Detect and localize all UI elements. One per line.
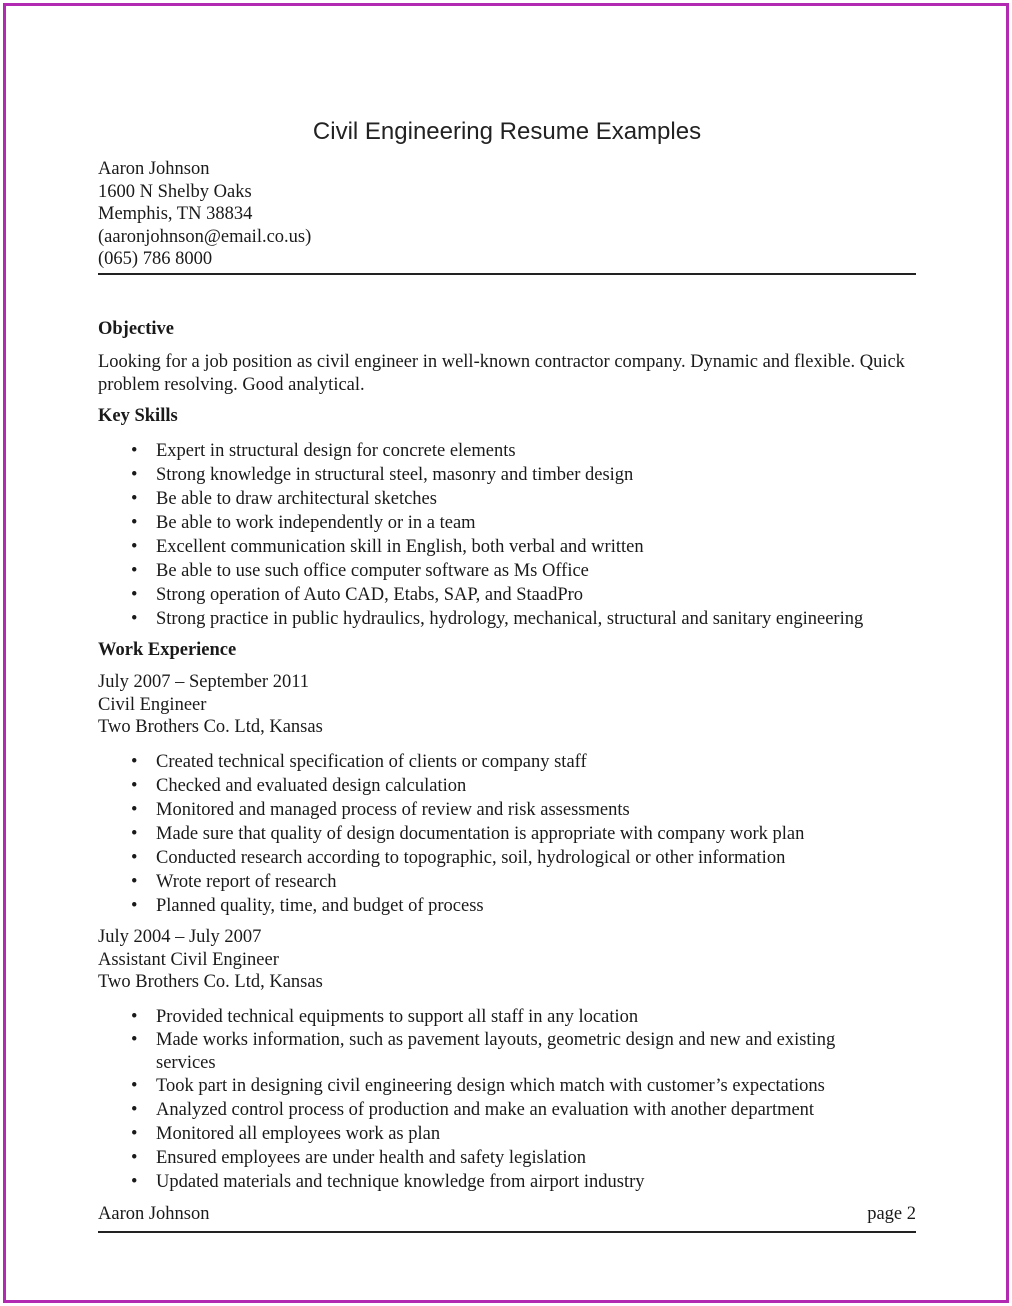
experience-heading: Work Experience (98, 640, 237, 660)
list-item: • Made sure that quality of design documentation is appropriate with company work plan (98, 822, 916, 846)
list-item: • Made works information, such as pavement layouts, geometric design and new and existing services (98, 1029, 896, 1074)
list-item: • Wrote report of research (98, 870, 916, 894)
list-item: • Ensured employees are under health and safety legislation (98, 1146, 916, 1170)
list-item: • Conducted research according to topographic, soil, hydrological or other information (98, 846, 916, 870)
list-item: • Monitored and managed process of review and risk assessments (98, 798, 916, 822)
contact-block (98, 158, 311, 271)
job-company: Two Brothers Co. Ltd, Kansas (98, 972, 323, 992)
contact-phone: (065) 786 8000 (98, 249, 213, 269)
job-dates: July 2004 – July 2007 (98, 927, 262, 947)
list-item: • Took part in designing civil engineering design which match with customer’s expectations (98, 1074, 916, 1098)
list-item: • Expert in structural design for concrete elements (98, 439, 916, 463)
header-divider (98, 273, 916, 275)
list-item: • Updated materials and technique knowledge from airport industry (98, 1170, 916, 1194)
job-header (98, 926, 916, 994)
list-item: • Be able to use such office computer software as Ms Office (98, 559, 916, 583)
list-item: • Analyzed control process of production and make an evaluation with another department (98, 1098, 916, 1122)
list-item: • Created technical specification of clients or company staff (98, 750, 916, 774)
footer-page-number: page 2 (867, 1204, 916, 1224)
job-company: Two Brothers Co. Ltd, Kansas (98, 717, 323, 737)
list-item: • Monitored all employees work as plan (98, 1122, 916, 1146)
contact-email: (aaronjohnson@email.co.us) (98, 226, 312, 247)
list-item: • Checked and evaluated design calculation (98, 774, 916, 798)
skills-list (98, 439, 916, 631)
job-header (98, 671, 916, 739)
job-dates: July 2007 – September 2011 (98, 672, 310, 692)
job-duties-list (98, 750, 916, 918)
job-role: Civil Engineer (98, 694, 207, 715)
contact-name: Aaron Johnson (98, 159, 210, 179)
contact-city: Memphis, TN 38834 (98, 204, 253, 224)
contact-address: 1600 N Shelby Oaks (98, 181, 252, 202)
list-item: • Strong knowledge in structural steel, masonry and timber design (98, 463, 916, 487)
footer-name: Aaron Johnson (98, 1204, 210, 1224)
list-item: • Be able to work independently or in a team (98, 511, 916, 535)
list-item: • Strong practice in public hydraulics, hydrology, mechanical, structural and sanitary engineering (98, 607, 916, 631)
objective-text: Looking for a job position as civil engineer in well-known contractor company. Dynamic and flexible. Quick problem resolving. Good analytical. (98, 352, 905, 395)
list-item: • Excellent communication skill in English, both verbal and written (98, 535, 916, 559)
skills-heading: Key Skills (98, 406, 178, 426)
list-item: • Strong operation of Auto CAD, Etabs, SAP, and StaadPro (98, 583, 916, 607)
list-item: • Be able to draw architectural sketches (98, 487, 916, 511)
objective-heading: Objective (98, 319, 175, 339)
document-title: Civil Engineering Resume Examples (312, 118, 702, 145)
job-duties-list (98, 1005, 916, 1194)
list-item: • Provided technical equipments to support all staff in any location (98, 1005, 916, 1029)
footer-divider (98, 1231, 916, 1233)
job-role: Assistant Civil Engineer (98, 949, 279, 970)
list-item: • Planned quality, time, and budget of process (98, 894, 916, 918)
